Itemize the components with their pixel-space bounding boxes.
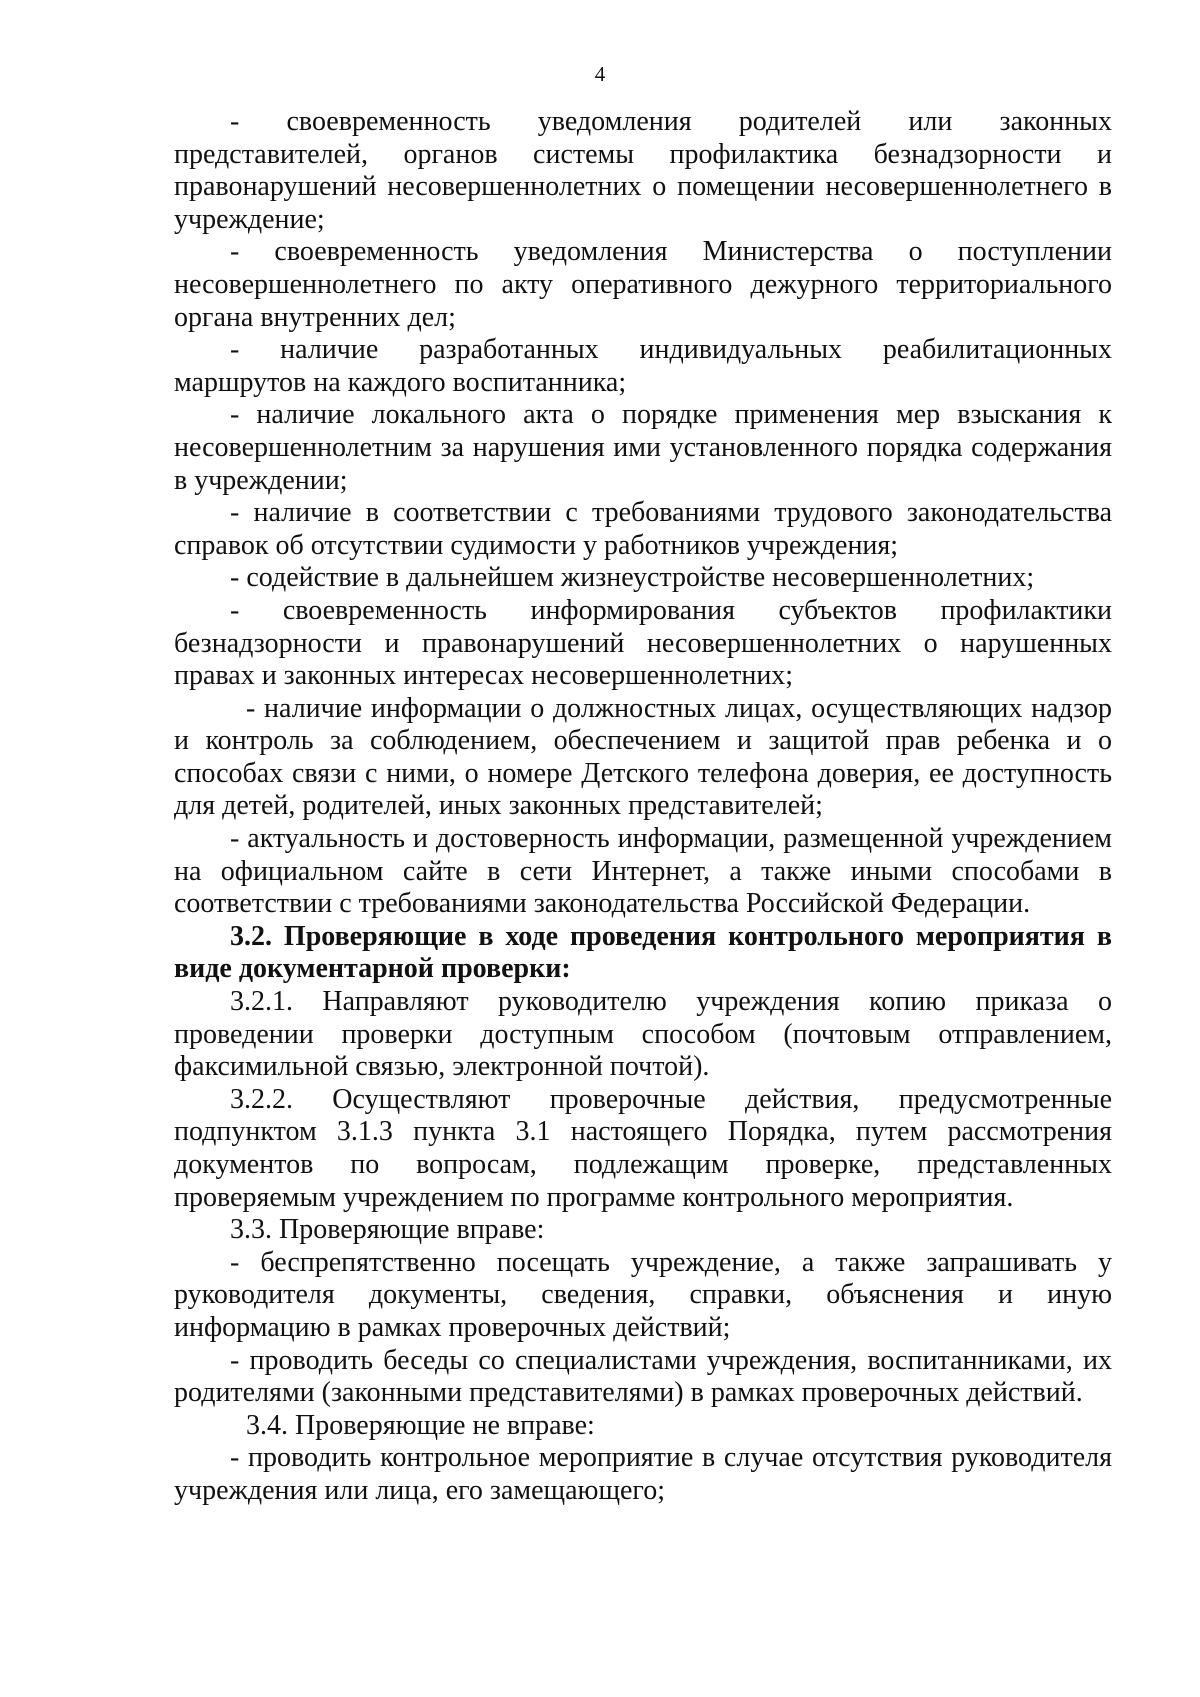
paragraph: - своевременность уведомления родителей или законных представителей, органов системы профилактика безнадзорности и правонарушений несовершеннолетних о помещении несовершеннолетнего в учреждение; xyxy=(174,106,1112,235)
paragraph: - наличие локального акта о порядке применения мер взыскания к несовершеннолетним за нарушения ими установленного порядка содержания в учреждении; xyxy=(174,399,1112,496)
paragraph: - наличие информации о должностных лицах, осуществляющих надзор и контроль за соблюдением, обеспечением и защитой прав ребенка и о способах связи с ними, о номере Детского телефона доверия, ее доступность для детей, родителей, иных законных представителей; xyxy=(174,692,1112,822)
paragraph: - беспрепятственно посещать учреждение, а также запрашивать у руководителя документы, сведения, справки, объяснения и иную информацию в рамках проверочных действий; xyxy=(174,1246,1112,1343)
paragraph: 3.2.1. Направляют руководителю учреждения копию приказа о проведении проверки доступным способом (почтовым отправлением, факсимильной связью, электронной почтой). xyxy=(174,986,1112,1083)
paragraph: 3.4. Проверяющие не вправе: xyxy=(246,1409,595,1441)
paragraph: - проводить контрольное мероприятие в случае отсутствия руководителя учреждения или лица, его замещающего; xyxy=(174,1442,1112,1506)
page-number: 4 xyxy=(594,62,606,86)
paragraph: - проводить беседы со специалистами учреждения, воспитанниками, их родителями (законными представителями) в рамках проверочных действий. xyxy=(174,1344,1112,1409)
paragraph: 3.3. Проверяющие вправе: xyxy=(230,1214,545,1246)
paragraph: - содействие в дальнейшем жизнеустройстве несовершеннолетних; xyxy=(230,562,1035,594)
paragraph: - своевременность информирования субъектов профилактики безнадзорности и правонарушений несовершеннолетних о нарушенных правах и законных интересах несовершеннолетних; xyxy=(174,594,1112,692)
paragraph: - актуальность и достоверность информации, размещенной учреждением на официальном сайте в сети Интернет, а также иными способами в соответствии с требованиями законодательства Российской Федерации. xyxy=(174,823,1112,920)
section-heading: 3.2. Проверяющие в ходе проведения контрольного мероприятия в виде документарной проверки: xyxy=(174,920,1112,985)
paragraph: - наличие разработанных индивидуальных реабилитационных маршрутов на каждого воспитанника; xyxy=(174,334,1112,398)
document-body xyxy=(174,106,1112,1508)
paragraph: 3.2.2. Осуществляют проверочные действия, предусмотренные подпунктом 3.1.3 пункта 3.1 настоящего Порядка, путем рассмотрения документов по вопросам, подлежащим проверке, представленных проверяемым учреждением по программе контрольного мероприятия. xyxy=(174,1083,1112,1213)
paragraph: - наличие в соответствии с требованиями трудового законодательства справок об отсутствии судимости у работников учреждения; xyxy=(174,497,1112,561)
paragraph: - своевременность уведомления Министерства о поступлении несовершеннолетнего по акту оперативного дежурного территориального органа внутренних дел; xyxy=(174,236,1112,333)
